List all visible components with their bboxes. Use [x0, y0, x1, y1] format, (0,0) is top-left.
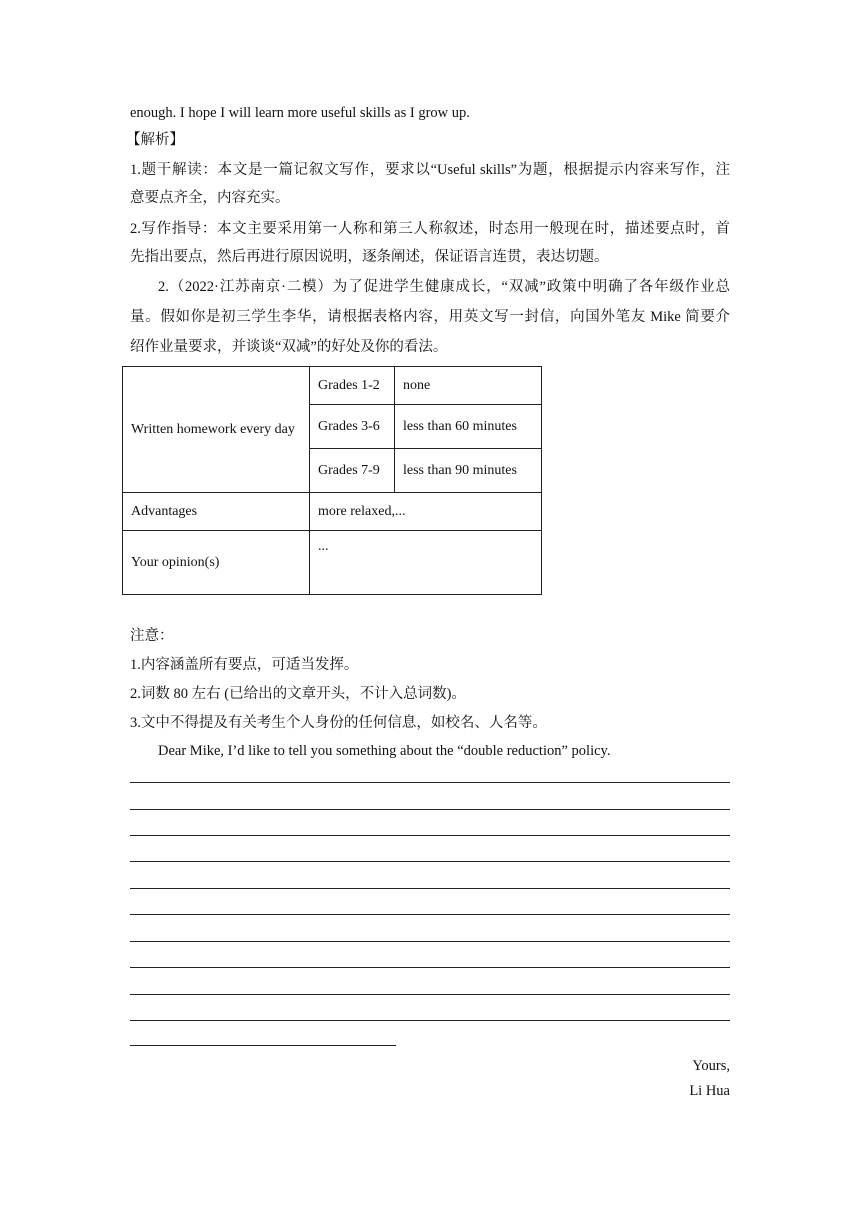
opinion-value-cell: ...	[310, 531, 542, 595]
notes-title: 注意：	[130, 628, 174, 644]
answer-line[interactable]	[130, 994, 730, 995]
table-row	[123, 493, 542, 531]
analysis-p1-line1: 1.题干解读：本文是一篇记叙文写作，要求以“Useful skills”为题，根据提示内容来写作，注	[130, 162, 730, 178]
note-1: 1.内容涵盖所有要点，可适当发挥。	[130, 657, 359, 673]
analysis-p1-line2: 意要点齐全，内容充实。	[130, 190, 290, 206]
advantages-label-cell: Advantages	[123, 493, 310, 531]
table-row	[123, 367, 542, 405]
answer-line[interactable]	[130, 809, 730, 810]
grade-cell: Grades 7-9	[310, 449, 395, 493]
answer-line[interactable]	[130, 835, 730, 836]
answer-line[interactable]	[130, 941, 730, 942]
answer-line[interactable]	[130, 782, 730, 783]
advantages-value-cell: more relaxed,...	[310, 493, 542, 531]
requirements-table	[122, 366, 542, 595]
analysis-p2-line2: 先指出要点，然后再进行原因说明，逐条阐述，保证语言连贯，表达切题。	[130, 249, 609, 265]
question-line3: 绍作业量要求，并谈谈“双减”的好处及你的看法。	[130, 339, 448, 355]
answer-line[interactable]	[130, 888, 730, 889]
question-line1: 2.（2022·江苏南京·二模）为了促进学生健康成长，“双减”政策中明确了各年级作业总	[158, 279, 730, 295]
limit-cell: less than 60 minutes	[395, 405, 542, 449]
question-line2: 量。假如你是初三学生李华，请根据表格内容，用英文写一封信，向国外笔友 Mike 简要介	[130, 309, 730, 325]
answer-line[interactable]	[130, 1045, 396, 1046]
analysis-heading: 【解析】	[126, 132, 184, 148]
grade-cell: Grades 3-6	[310, 405, 395, 449]
homework-label-cell: Written homework every day	[123, 367, 310, 493]
analysis-p2-line1: 2.写作指导：本文主要采用第一人称和第三人称叙述，时态用一般现在时，描述要点时，首	[130, 221, 730, 237]
grade-cell: Grades 1-2	[310, 367, 395, 405]
limit-cell: less than 90 minutes	[395, 449, 542, 493]
answer-line[interactable]	[130, 1020, 730, 1021]
opinion-label-cell: Your opinion(s)	[123, 531, 310, 595]
previous-answer-tail: enough. I hope I will learn more useful skills as I grow up.	[130, 105, 470, 121]
letter-opening: Dear Mike, I’d like to tell you something about the “double reduction” policy.	[158, 743, 611, 759]
answer-line[interactable]	[130, 914, 730, 915]
note-3: 3.文中不得提及有关考生个人身份的任何信息，如校名、人名等。	[130, 715, 547, 731]
letter-closing: Yours,	[692, 1058, 730, 1074]
answer-line[interactable]	[130, 967, 730, 968]
limit-cell: none	[395, 367, 542, 405]
letter-signature: Li Hua	[689, 1083, 730, 1099]
answer-line[interactable]	[130, 861, 730, 862]
note-2: 2.词数 80 左右 (已给出的文章开头，不计入总词数)。	[130, 686, 466, 702]
table-row	[123, 531, 542, 595]
